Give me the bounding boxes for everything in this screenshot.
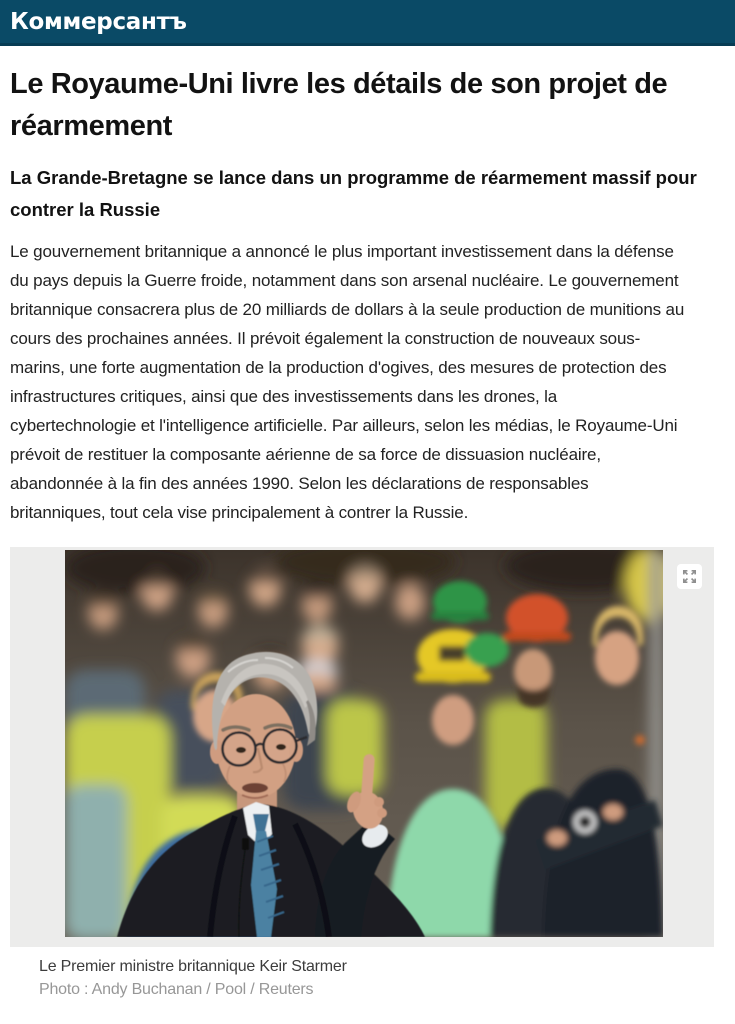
photo-credit: Photo : Andy Buchanan / Pool / Reuters: [39, 981, 314, 998]
photo-caption: Le Premier ministre britannique Keir Starmer: [39, 958, 347, 975]
article-photo-frame: [10, 547, 714, 947]
article-body: Le gouvernement britannique a annoncé le plus important investissement dans la défense du pays depuis la Guerre froide, notamment dans son arsenal nucléaire. Le gouvernement britannique consacrera plus de 20 milliards de dollars à la seule production de munitions au cours des prochaines années. Il prévoit également la construction de nouveaux sous-marins, une forte augmentation de la production d'ogives, des mesures de protection des infrastructures critiques, ainsi que des investissements dans les drones, la cybertechnologie et l'intelligence artificielle. Par ailleurs, selon les médias, le Royaume-Uni prévoit de restituer la composante aérienne de sa force de dissuasion nucléaire, abandonnée à la fin des années 1990. Selon les déclarations de responsables britanniques, tout cela vise principalement à contrer la Russie.: [10, 242, 685, 522]
article-content: [0, 63, 735, 1000]
brand-logo[interactable]: Коммерсантъ: [10, 8, 187, 35]
article-subheadline: La Grande-Bretagne se lance dans un programme de réarmement massif pour contrer la Russie: [10, 167, 697, 220]
photo-keir-starmer: [65, 550, 663, 937]
photo-caption-block: [39, 956, 725, 1000]
photo-illustration: [65, 550, 663, 937]
expand-icon[interactable]: [677, 564, 702, 589]
expand-arrows-glyph: [681, 568, 698, 585]
article-headline: Le Royaume-Uni livre les détails de son projet de réarmement: [10, 68, 668, 142]
masthead: [0, 0, 735, 46]
